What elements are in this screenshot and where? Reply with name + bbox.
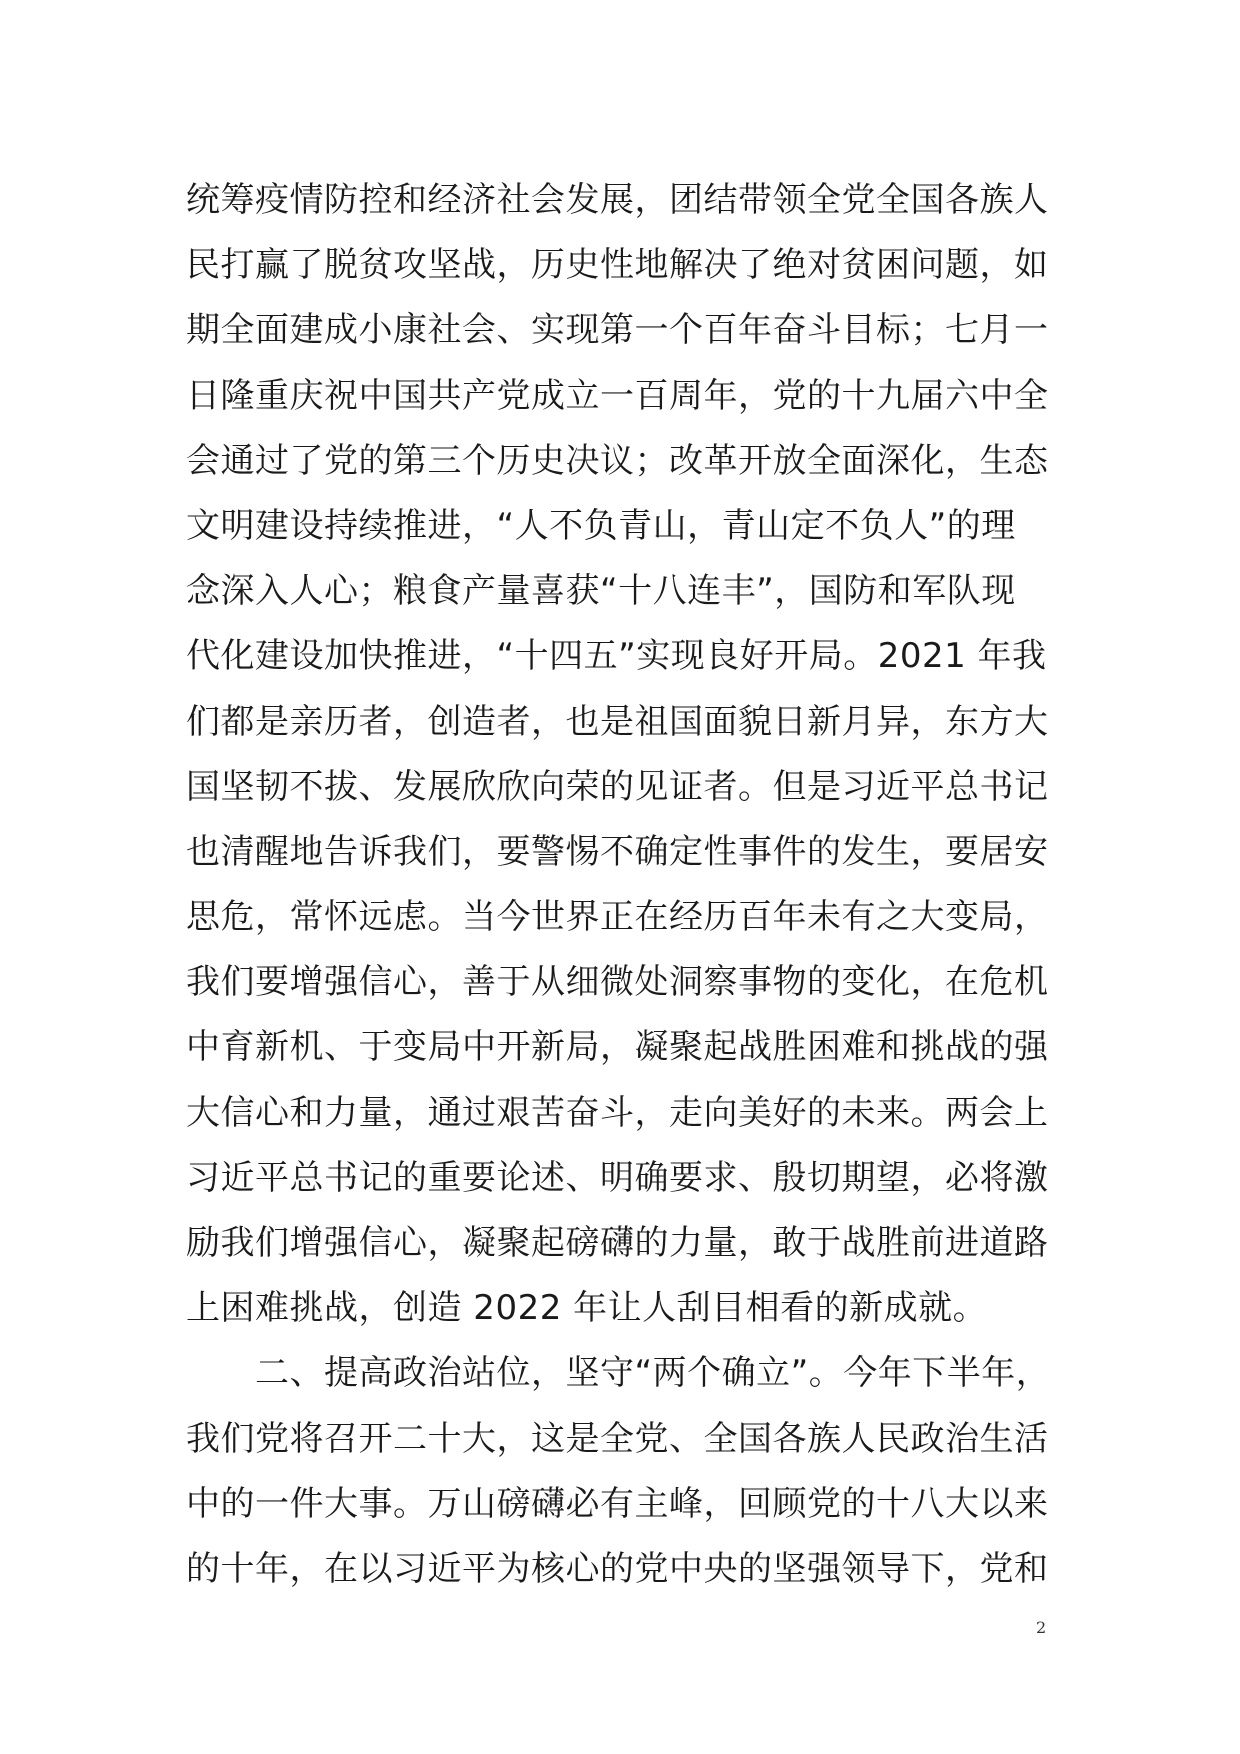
section-heading-line: 二、提高政治站位，坚守“两个确立”。今年下半年，: [186, 1353, 1051, 1394]
text-line: 中的一件大事。万山磅礴必有主峰，回顾党的十八大以来: [186, 1483, 1049, 1524]
text-line: 我们要增强信心，善于从细微处洞察事物的变化，在危机: [186, 962, 1049, 1003]
text-line: 大信心和力量，通过艰苦奋斗，走向美好的未来。两会上: [186, 1092, 1049, 1133]
text-line: 我们党将召开二十大，这是全党、全国各族人民政治生活: [186, 1418, 1049, 1459]
text-line: 日隆重庆祝中国共产党成立一百周年，党的十九届六中全: [186, 375, 1049, 416]
text-line: 国坚韧不拔、发展欣欣向荣的见证者。但是习近平总书记: [186, 766, 1049, 807]
text-line: 期全面建成小康社会、实现第一个百年奋斗目标；七月一: [186, 310, 1049, 351]
text-line: 的十年，在以习近平为核心的党中央的坚强领导下，党和: [186, 1548, 1049, 1589]
text-line: 励我们增强信心，凝聚起磅礴的力量，敢于战胜前进道路: [186, 1223, 1049, 1263]
text-line: 文明建设持续推进，“人不负青山，青山定不负人”的理: [186, 505, 1016, 546]
text-line: 会通过了党的第三个历史决议；改革开放全面深化，生态: [186, 440, 1049, 481]
page-number: 2: [1036, 1618, 1047, 1637]
text-line: 们都是亲历者，创造者，也是祖国面貌日新月异，东方大: [186, 701, 1049, 742]
text-line: 也清醒地告诉我们，要警惕不确定性事件的发生，要居安: [186, 831, 1049, 872]
text-line: 念深入人心；粮食产量喜获“十八连丰”，国防和军队现: [186, 571, 1016, 612]
text-line: 上困难挑战，创造 2022 年让人刮目相看的新成就。: [186, 1288, 988, 1329]
text-line: 民打赢了脱贫攻坚战，历史性地解决了绝对贫困问题，如: [186, 245, 1049, 286]
text-line: 统筹疫情防控和经济社会发展，团结带领全党全国各族人: [186, 180, 1049, 220]
text-line: 中育新机、于变局中开新局，凝聚起战胜困难和挑战的强: [186, 1027, 1049, 1068]
body-text: [186, 168, 1066, 1602]
text-line: 代化建设加快推进，“十四五”实现良好开局。2021 年我: [186, 636, 1047, 677]
text-line: 习近平总书记的重要论述、明确要求、殷切期望，必将激: [186, 1157, 1049, 1198]
text-line: 思危，常怀远虑。当今世界正在经历百年未有之大变局，: [186, 897, 1049, 938]
